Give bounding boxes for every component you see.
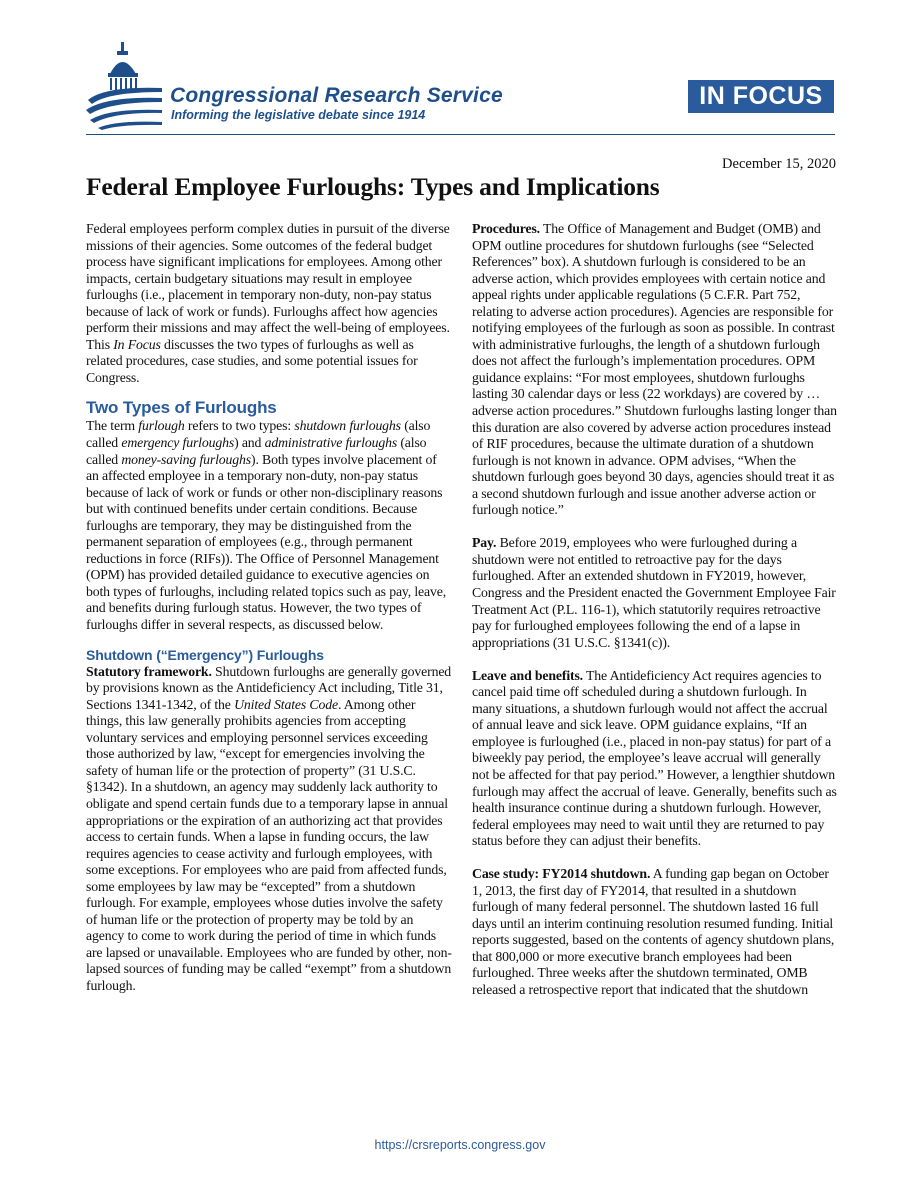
report-header <box>0 0 920 150</box>
header-divider <box>86 134 835 135</box>
org-tagline: Informing the legislative debate since 1914 <box>171 108 426 122</box>
procedures-lead: Procedures. <box>472 221 540 236</box>
term-united-states-code: United States Code <box>234 696 338 712</box>
leave-benefits-text: The Antideficiency Act requires agencies to cancel paid time off scheduled during a shutdown furlough. In many situations, a shutdown furlough would not affect the accrual of annual leave and sick leave. OPM guidance explains, “If an employee is furloughed (i.e., placed in non-pay status) for part of a biweekly pay period, the employee’s leave accrual will generally not be affected for that pay period.” However, a lengthier shutdown furlough may affect the accrual of leave. Generally, benefits such as health insurance continue during a shutdown furlough. However, federal employees may need to wait until they are returned to pay status before they can adjust their benefits. <box>472 667 837 849</box>
term-furlough: furlough <box>138 418 185 434</box>
left-column <box>86 221 452 995</box>
procedures-paragraph <box>472 221 838 519</box>
two-types-text: (also called <box>86 418 431 451</box>
statutory-framework-text: Shutdown furloughs are generally governed by provisions known as the Antideficiency Act including, Title 31, Sections 1341-1342, of the <box>86 663 452 712</box>
right-column <box>472 221 838 999</box>
statutory-framework-paragraph <box>86 664 452 995</box>
subsection-heading-shutdown: Shutdown (“Emergency”) Furloughs <box>86 646 324 663</box>
footer-url[interactable]: https://crsreports.congress.gov <box>374 1138 546 1152</box>
statutory-framework-lead: Statutory framework. <box>86 663 212 679</box>
two-types-text: The term <box>86 418 139 434</box>
two-types-text: (also called <box>86 435 427 467</box>
leave-benefits-paragraph <box>472 668 838 850</box>
capitol-dome-icon <box>84 40 166 132</box>
intro-text-2: discusses the two types of furloughs as well as related procedures, case studies, and some potential issues for Congress. <box>86 336 418 385</box>
intro-paragraph <box>86 221 452 386</box>
intro-emphasis: In Focus <box>113 336 161 352</box>
pay-paragraph <box>472 535 838 651</box>
report-date: December 15, 2020 <box>722 156 836 172</box>
two-types-text: ) and <box>234 435 265 451</box>
case-study-paragraph <box>472 866 838 998</box>
in-focus-badge: IN FOCUS <box>688 80 834 113</box>
case-study-text: A funding gap began on October 1, 2013, the first day of FY2014, that resulted in a shutdown furlough of many federal personnel. The shutdown lasted 16 full days until an interim continuing resolution resumed funding. Initial reports suggested, based on the contents of agency shutdown plans, that 800,000 or more executive branch employees had been furloughed. Three weeks after the shutdown terminated, OMB released a retrospective report that indicated that the shutdown <box>472 866 835 998</box>
case-study-lead: Case study: FY2014 shutdown. <box>472 866 651 882</box>
section-heading-two-types: Two Types of Furloughs <box>86 398 277 418</box>
term-shutdown-furloughs: shutdown furloughs <box>294 418 401 434</box>
procedures-text: The Office of Management and Budget (OMB) and OPM outline procedures for shutdown furloughs (see “Selected References” box). A shutdown furlough is considered to be an adverse action, which provides employees with certain notice and appeal rights under applicable regulations (5 C.F.R. Part 752, relating to adverse action procedures). Agencies are responsible for notifying employees of the furlough as soon as possible. In contrast with administrative furloughs, the length of a shutdown furlough does not affect the furlough’s implementation procedures. OPM guidance explains: “For most employees, shutdown furloughs lasting 30 calendar days or less (22 workdays) are covered by … adverse action procedures.” Shutdown furloughs lasting longer than this duration are also covered by adverse action procedures instead of RIF procedures, because the ultimate duration of a shutdown furlough is not known in advance. OPM advises, “When the shutdown furlough goes beyond 30 days, agencies should treat it as a second shutdown furlough and issue another adverse action or furlough notice.” <box>472 221 837 518</box>
term-administrative-furloughs: administrative furloughs <box>264 435 398 451</box>
org-name: Congressional Research Service <box>170 84 503 107</box>
term-emergency-furloughs: emergency furloughs <box>121 435 235 451</box>
pay-lead: Pay. <box>472 535 497 551</box>
page-title: Federal Employee Furloughs: Types and Implications <box>86 172 660 201</box>
two-types-text: refers to two types: <box>184 418 295 434</box>
term-money-saving-furloughs: money-saving furloughs <box>121 451 252 467</box>
statutory-framework-text-2: . Among other things, this law generally prohibits agencies from accepting voluntary services and employing personnel services exceeding those authorized by law, “except for emergencies involving the safety of human life or the protection of property” (31 U.S.C. §1342). In a shutdown, an agency may suddenly lack authority to obligate and spend certain funds due to a temporary lapse in annual appropriations or the expiration of an authorizing act that provides access to certain funds. When a lapse in funding occurs, the law requires agencies to cease activity and furlough employees, with some exceptions. For employees who are paid from affected funds, some employees by law may be “excepted” from a shutdown furlough. For example, employees whose duties involve the safety of human life or the protection of property may be told by an agency to come to work during the period of time in which funds are lapsed or unavailable. Employees who are funded by other, non-lapsed sources of funding may be called “exempt” from a shutdown furlough. <box>86 696 452 993</box>
pay-text: Before 2019, employees who were furloughed during a shutdown were not entitled to retroactive pay for the days furloughed. After an extended shutdown in FY2019, however, Congress and the President enacted the Government Employee Fair Treatment Act (P.L. 116-1), which statutorily requires retroactive pay for furloughed employees following the end of a lapse in appropriations (31 U.S.C. §1341(c)). <box>472 535 836 650</box>
two-types-paragraph <box>86 418 452 633</box>
intro-text: Federal employees perform complex duties in pursuit of the diverse missions of their agencies. Some outcomes of the federal budget process have significant implications for employees. Among other impacts, certain budgetary situations may result in employee furloughs (i.e., placement in temporary non-duty, non-pay status because of lack of work or funds). Furloughs affect how agencies perform their missions and may affect the well-being of employees. This <box>86 221 450 352</box>
two-types-text: ). Both types involve placement of an affected employee in a temporary non-duty, non-pay status because of lack of work or funds or other non-disciplinary reasons but with continued benefits under certain conditions. Because furloughs are temporary, they may be distinguished from the permanent separation of employees (e.g., through permanent reductions in force (RIFs)). The Office of Personnel Management (OPM) has provided detailed guidance to executive agencies on both types of furloughs, including related topics such as pay, leave, and benefits during furlough status. However, the two types of furloughs differ in several respects, as discussed below. <box>86 451 447 633</box>
leave-benefits-lead: Leave and benefits. <box>472 667 583 683</box>
